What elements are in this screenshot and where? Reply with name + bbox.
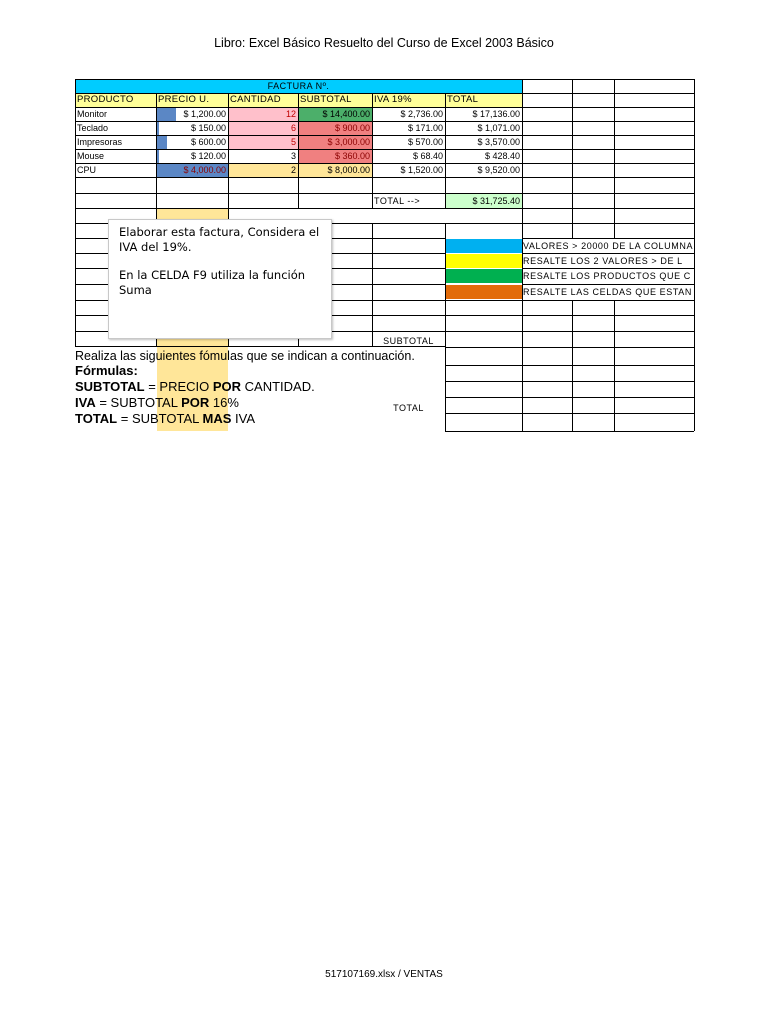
grid-line — [614, 300, 615, 431]
row-mouse-cantidad[interactable]: 3 — [290, 151, 296, 161]
row-teclado-cantidad[interactable]: 6 — [290, 123, 296, 133]
grid-line — [445, 331, 522, 332]
legend-swatch-orange — [446, 285, 522, 299]
row-impresoras-total[interactable]: $ 3,570.00 — [477, 137, 520, 147]
row-cpu-precio[interactable]: $ 4,000.00 — [183, 165, 226, 175]
legend-swatch-blue — [446, 239, 522, 253]
grid-line — [522, 223, 694, 224]
total-label-2: TOTAL — [393, 403, 424, 413]
grid-line — [522, 163, 694, 164]
grid-line — [522, 107, 694, 108]
legend-label-blue: VALORES > 20000 DE LA COLUMNA — [523, 241, 693, 251]
row-monitor-producto[interactable]: Monitor — [77, 109, 108, 119]
formula-iva-name: IVA — [75, 395, 96, 410]
grid-line — [522, 193, 694, 194]
row-monitor-total[interactable]: $ 17,136.00 — [472, 109, 520, 119]
grid-line — [522, 347, 694, 348]
row-cpu-producto[interactable]: CPU — [77, 165, 97, 175]
page-title: Libro: Excel Básico Resuelto del Curso de Excel 2003 Básico — [214, 36, 554, 50]
grid-line — [522, 79, 694, 80]
grid-line — [694, 239, 695, 300]
row-impresoras-cantidad[interactable]: 5 — [290, 137, 296, 147]
row-mouse-iva[interactable]: $ 68.40 — [412, 151, 443, 161]
header-cantidad: CANTIDAD — [230, 94, 281, 105]
grid-line — [522, 149, 694, 150]
grid-line — [372, 238, 445, 239]
grid-line — [522, 381, 694, 382]
formula-total-eq: = SUBTOTAL — [117, 411, 203, 426]
formula-total-name: TOTAL — [75, 411, 118, 426]
legend-swatch-green — [446, 269, 522, 283]
grid-line — [445, 315, 522, 316]
formula-subtotal-op: POR — [212, 379, 242, 394]
subtotal-label: SUBTOTAL — [383, 336, 434, 346]
grid-line — [572, 300, 573, 431]
row-mouse-subtotal[interactable]: $ 360.00 — [334, 151, 370, 161]
grid-line — [372, 331, 445, 332]
grid-line — [445, 347, 522, 348]
row-impresoras-producto[interactable]: Impresoras — [77, 137, 123, 147]
row-teclado-producto[interactable]: Teclado — [77, 123, 109, 133]
grid-line — [522, 397, 694, 398]
row-teclado-subtotal[interactable]: $ 900.00 — [334, 123, 370, 133]
grid-line — [522, 315, 694, 316]
grid-line — [372, 284, 445, 285]
row-cpu-cantidad[interactable]: 2 — [290, 165, 296, 175]
grid-line — [445, 300, 522, 301]
row-cpu-subtotal[interactable]: $ 8,000.00 — [327, 165, 370, 175]
grid-line — [614, 79, 615, 239]
legend-swatch-yellow — [446, 254, 522, 268]
row-impresoras-precio[interactable]: $ 600.00 — [190, 137, 226, 147]
row-mouse-precio[interactable]: $ 120.00 — [190, 151, 226, 161]
total-label: TOTAL --> — [374, 196, 421, 206]
grid-line — [522, 300, 694, 301]
row-cpu-iva[interactable]: $ 1,520.00 — [400, 165, 443, 175]
formula-iva-op: POR — [181, 395, 210, 410]
grid-line — [522, 431, 694, 432]
grid-line — [75, 346, 372, 347]
grid-line — [522, 135, 694, 136]
grid-line — [572, 79, 573, 239]
row-teclado-precio[interactable]: $ 150.00 — [190, 123, 226, 133]
grid-line — [522, 93, 694, 94]
grid-line — [445, 413, 522, 414]
grid-line — [522, 208, 694, 209]
header-subtotal: SUBTOTAL — [300, 94, 352, 105]
formula-iva-eq: = SUBTOTAL — [95, 395, 182, 410]
grand-total-value[interactable]: $ 31,725.40 — [472, 196, 520, 206]
grid-line — [372, 268, 445, 269]
row-mouse-total[interactable]: $ 428.40 — [484, 151, 520, 161]
header-iva: IVA 19% — [374, 94, 412, 105]
formula-iva-rest: 16% — [209, 395, 239, 410]
grid-line — [445, 431, 522, 432]
note-text-1: Elaborar esta factura, Considera el IVA del 19%. — [119, 225, 320, 254]
grid-line — [445, 365, 522, 366]
grid-line — [522, 365, 694, 366]
row-monitor-subtotal[interactable]: $ 14,400.00 — [322, 109, 370, 119]
legend-label-green: RESALTE LOS PRODUCTOS QUE C — [523, 271, 691, 281]
grid-line — [372, 315, 445, 316]
row-impresoras-subtotal[interactable]: $ 3,000.00 — [327, 137, 370, 147]
formulas-heading: Fórmulas: — [75, 363, 138, 378]
page-footer: 517107169.xlsx / VENTAS — [325, 969, 443, 980]
grid-line — [445, 381, 522, 382]
formula-total-op: MAS — [202, 411, 232, 426]
row-cpu-total[interactable]: $ 9,520.00 — [477, 165, 520, 175]
grid-line — [522, 413, 694, 414]
grid-line — [694, 79, 695, 239]
instruction-note — [108, 219, 332, 339]
formula-subtotal-eq: = PRECIO — [144, 379, 213, 394]
row-monitor-precio[interactable]: $ 1,200.00 — [183, 109, 226, 119]
formula-total — [75, 411, 415, 427]
grid-line — [372, 223, 373, 347]
header-total: TOTAL — [447, 94, 479, 105]
formulas-section — [75, 349, 415, 427]
note-text-2: En la CELDA F9 utiliza la función Suma — [119, 268, 306, 297]
grid-line — [522, 177, 694, 178]
row-teclado-total[interactable]: $ 1,071.00 — [477, 123, 520, 133]
formula-subtotal-rest: CANTIDAD. — [241, 379, 315, 394]
formula-subtotal — [75, 379, 415, 395]
row-impresoras-iva[interactable]: $ 570.00 — [407, 137, 443, 147]
grid-line — [522, 121, 694, 122]
formula-iva — [75, 395, 415, 411]
grid-line — [694, 300, 695, 431]
header-producto: PRODUCTO — [77, 94, 134, 105]
formula-subtotal-name: SUBTOTAL — [75, 379, 145, 394]
row-monitor-cantidad[interactable]: 12 — [285, 109, 296, 119]
formulas-intro: Realiza las siguientes fómulas que se indican a continuación. — [75, 349, 415, 363]
invoice-title: FACTURA Nº. — [267, 81, 330, 91]
row-teclado-iva[interactable]: $ 171.00 — [407, 123, 443, 133]
grid-line — [372, 253, 445, 254]
grid-line — [445, 239, 446, 431]
grid-line — [445, 397, 522, 398]
legend-label-yellow: RESALTE LOS 2 VALORES > DE L — [523, 256, 683, 266]
row-monitor-iva[interactable]: $ 2,736.00 — [400, 109, 443, 119]
grid-line — [522, 331, 694, 332]
header-precio: PRECIO U. — [158, 94, 210, 105]
grid-line — [372, 300, 445, 301]
legend-label-orange: RESALTE LAS CELDAS QUE ESTAN — [523, 287, 693, 297]
formula-total-rest: IVA — [231, 411, 255, 426]
row-mouse-producto[interactable]: Mouse — [77, 151, 105, 161]
